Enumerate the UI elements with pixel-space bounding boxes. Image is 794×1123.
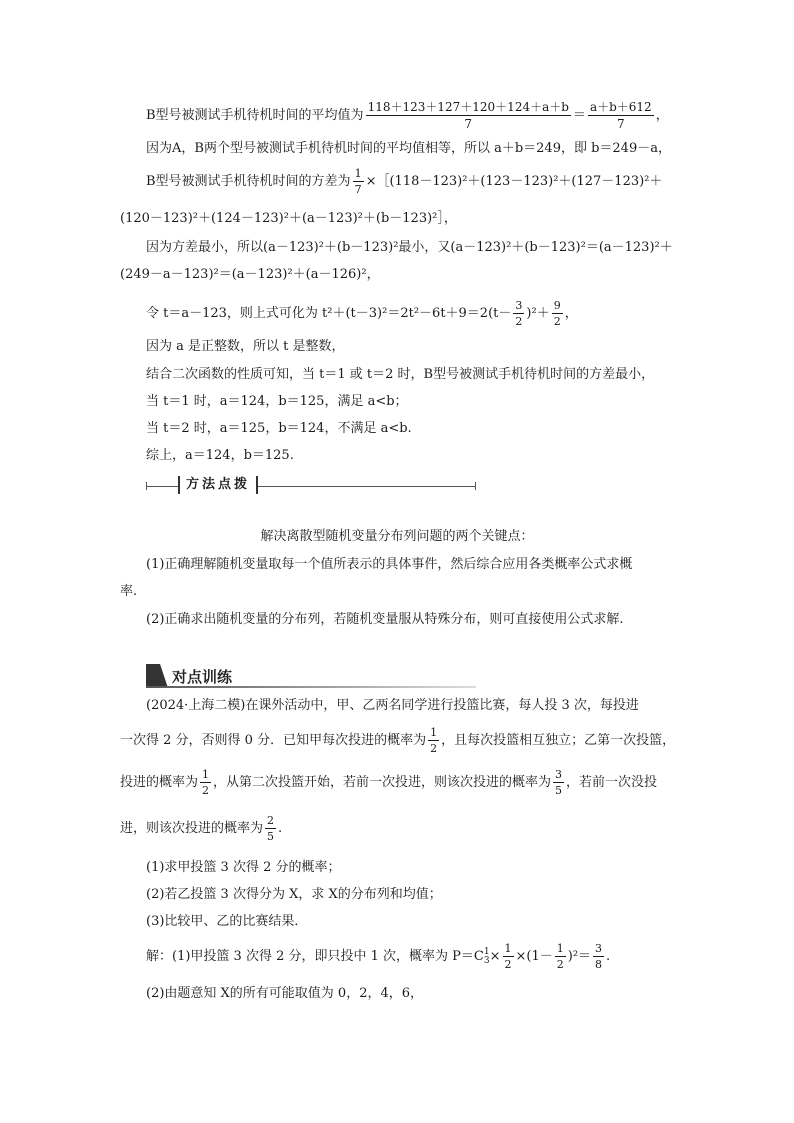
numerator: 1: [202, 768, 210, 781]
text: .: [278, 821, 283, 836]
question-line-3: [120, 769, 657, 796]
denominator: 2: [515, 315, 523, 328]
solution-line-7: [146, 300, 578, 327]
fraction: [552, 300, 563, 327]
divider-end: [475, 482, 476, 490]
question-line-1: (2024·上海二模)在课外活动中，甲、乙两名同学进行投篮比赛，每人投 3 次，每投进: [146, 698, 639, 713]
practice-block-icon: [146, 664, 168, 688]
text: ×(1－: [515, 949, 553, 964]
fraction: [555, 943, 566, 970]
practice-header: [146, 664, 476, 688]
text: ，且每次投篮相互独立；乙第一次投篮，: [441, 733, 676, 748]
solution-line-4: (120－123)²＋(124－123)²＋(a－123)²＋(b－123)²］，: [120, 211, 457, 226]
answer-line-1: [146, 943, 610, 970]
fraction: [200, 769, 211, 796]
numerator: 3: [515, 299, 523, 312]
numerator: 9: [553, 299, 561, 312]
solution-line-1: [146, 101, 669, 130]
fraction: [588, 101, 654, 130]
solution-line-5: 因为方差最小，所以(a－123)²＋(b－123)²最小，又(a－123)²＋(b－123)²＝(a－123)²＋: [146, 240, 673, 255]
numerator: 1: [504, 942, 512, 955]
text: ＝: [572, 108, 586, 123]
denominator: 2: [202, 784, 210, 797]
divider: [146, 686, 476, 688]
practice-label: 对点训练: [172, 668, 233, 686]
numerator: 2: [267, 814, 275, 827]
text: 进，则该次投进的概率为: [120, 821, 264, 836]
text: 一次得 2 分，否则得 0 分．已知甲每次投进的概率为: [120, 733, 427, 748]
numerator: 118＋123＋127＋120＋124＋a＋b: [367, 100, 569, 114]
denominator: 2: [504, 958, 512, 971]
answer-line-2: (2)由题意知 X的所有可能取值为 0，2，4，6，: [146, 986, 424, 1001]
fraction: [366, 101, 571, 130]
solution-line-3: [146, 168, 662, 195]
solution-line-10: 当 t＝1 时，a＝124，b＝125，满足 a<b；: [146, 394, 408, 409]
text: B型号被测试手机待机时间的平均值为: [146, 108, 364, 123]
numerator: a＋b＋612: [589, 100, 652, 114]
fraction: [593, 943, 604, 970]
denominator: 2: [430, 742, 438, 755]
fraction: [353, 168, 364, 195]
fraction: [265, 815, 276, 842]
method-heading: 解决离散型随机变量分布列问题的两个关键点：: [260, 529, 534, 544]
solution-line-12: 综上，a＝124，b＝125.: [146, 448, 294, 463]
numerator: 3: [555, 768, 563, 781]
text: ×［(118－123)²＋(123－123)²＋(127－123)²＋: [365, 174, 663, 189]
subscript: 3: [483, 955, 490, 966]
text: B型号被测试手机待机时间的方差为: [146, 174, 351, 189]
superscript: 1: [483, 946, 490, 957]
method-point-2: (2)正确求出随机变量的分布列，若随机变量服从特殊分布，则可直接使用公式求解.: [146, 612, 624, 627]
question-line-4: [120, 815, 282, 842]
denominator: 8: [595, 958, 603, 971]
sub-question-3: (3)比较甲、乙的比赛结果．: [146, 914, 308, 929]
numerator: 1: [556, 942, 564, 955]
denominator: 7: [354, 183, 362, 196]
solution-line-2: 因为A，B两个型号被测试手机待机时间的平均值相等，所以 a＋b＝249，即 b＝249－a，: [146, 141, 671, 156]
numerator: 3: [595, 942, 603, 955]
fraction: [428, 727, 439, 754]
fraction: [553, 769, 564, 796]
text: 令 t＝a－123，则上式可化为 t²＋(t－3)²＝2t²－6t＋9＝2(t－: [146, 306, 512, 321]
method-point-1: (1)正确理解随机变量取每一个值所表示的具体事件，然后综合应用各类概率公式求概: [146, 557, 633, 572]
text: 投进的概率为: [120, 775, 199, 790]
text: .: [606, 949, 611, 964]
fraction: [513, 300, 524, 327]
denominator: 7: [366, 115, 571, 130]
method-tips-label: 方法点拨: [178, 476, 258, 494]
sub-question-1: (1)求甲投篮 3 次得 2 分的概率；: [146, 860, 341, 875]
denominator: 7: [588, 115, 654, 130]
text: ，: [564, 306, 578, 321]
text: )²＝: [567, 949, 592, 964]
numerator: 1: [430, 726, 438, 739]
denominator: 5: [555, 784, 563, 797]
divider-end: [146, 482, 147, 490]
text: ，从第二次投篮开始，若前一次投进，则该次投进的概率为: [213, 775, 552, 790]
solution-line-6: (249－a－123)²＝(a－123)²＋(a－126)²，: [120, 267, 380, 282]
denominator: 2: [556, 958, 564, 971]
text: ，若前一次没投: [566, 775, 658, 790]
numerator: 1: [354, 167, 362, 180]
text: ×: [489, 949, 501, 964]
fraction: [503, 943, 514, 970]
solution-line-11: 当 t＝2 时，a＝125，b＝124，不满足 a<b.: [146, 421, 412, 436]
solution-line-9: 结合二次函数的性质可知，当 t＝1 或 t＝2 时，B型号被测试手机待机时间的方差最小，: [146, 367, 655, 382]
method-tips-header: [146, 478, 476, 494]
text: ，: [655, 108, 669, 123]
method-point-1-cont: 率.: [120, 584, 138, 599]
denominator: 2: [553, 315, 561, 328]
denominator: 5: [267, 830, 275, 843]
solution-line-8: 因为 a 是正整数，所以 t 是整数，: [146, 339, 345, 354]
question-line-2: [120, 727, 675, 754]
text: )²＋: [526, 306, 550, 321]
text: 解：(1)甲投篮 3 次得 2 分，即只投中 1 次，概率为 P＝C: [146, 949, 484, 964]
sub-question-2: (2)若乙投篮 3 次得分为 X，求 X的分布列和均值；: [146, 887, 442, 902]
